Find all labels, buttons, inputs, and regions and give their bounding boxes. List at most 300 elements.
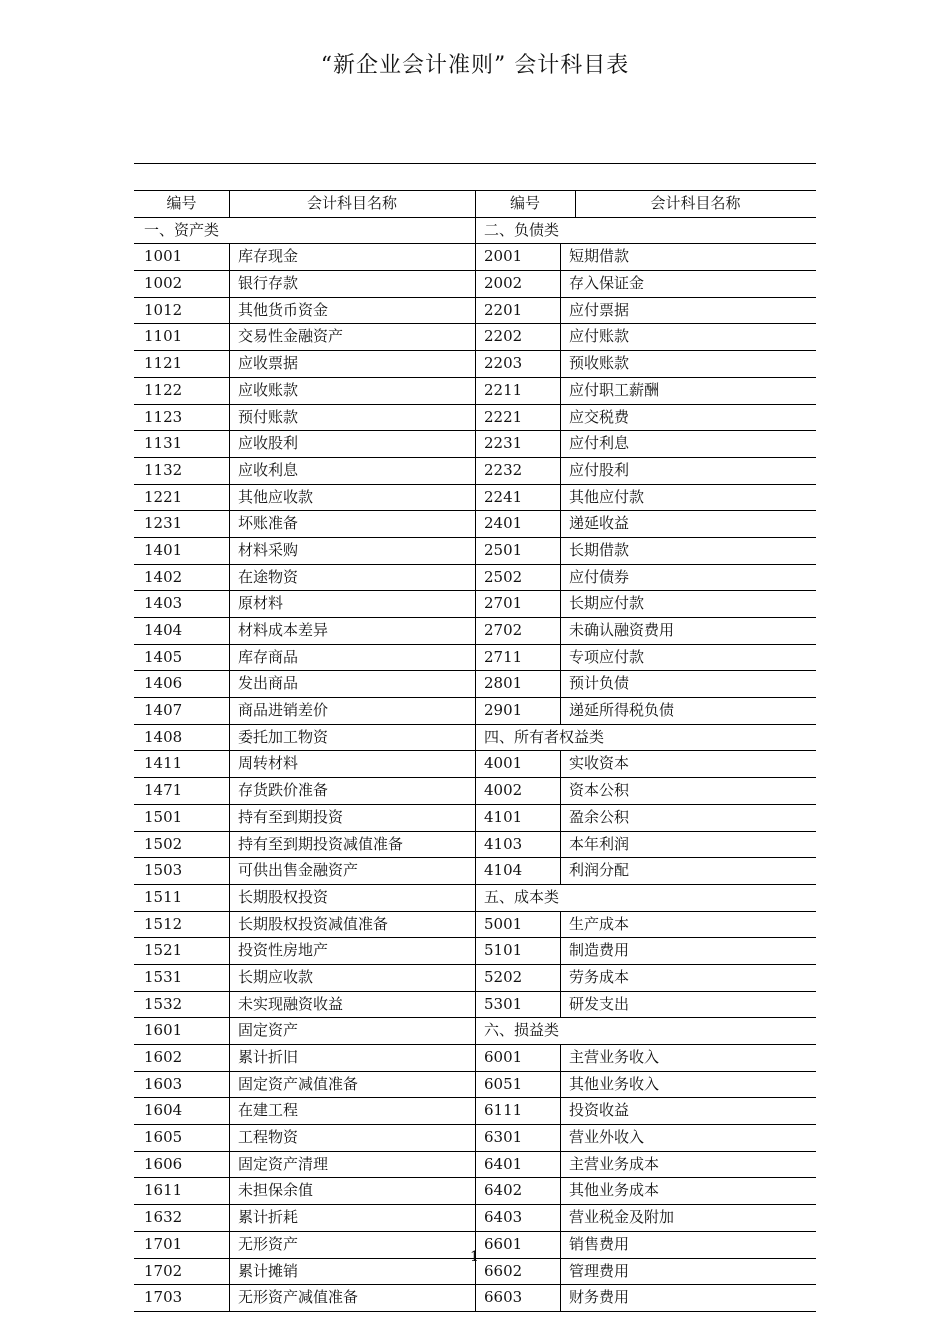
- account-name: 累计折旧: [238, 1048, 299, 1066]
- column-divider: [560, 858, 561, 884]
- title-divider: [134, 163, 816, 164]
- account-code: 1503: [144, 861, 183, 880]
- column-divider: [229, 565, 230, 591]
- account-code: 2241: [484, 487, 523, 506]
- column-divider: [475, 218, 476, 244]
- account-table: [134, 190, 816, 1312]
- column-divider: [475, 298, 476, 324]
- account-name: 持有至到期投资减值准备: [238, 834, 404, 853]
- table-row: [134, 1125, 816, 1152]
- column-divider: [229, 1045, 230, 1071]
- account-name: 应收账款: [238, 380, 299, 399]
- table-row: [134, 591, 816, 618]
- account-name: 长期应收款: [238, 967, 314, 986]
- account-code: 4104: [484, 861, 523, 880]
- account-code: 6602: [484, 1261, 523, 1280]
- column-divider: [560, 244, 561, 270]
- account-name: 固定资产减值准备: [238, 1074, 359, 1093]
- column-divider: [560, 832, 561, 858]
- column-divider: [475, 751, 476, 777]
- account-code: 1407: [144, 701, 183, 720]
- table-row: [134, 938, 816, 965]
- account-name: 发出商品: [238, 674, 299, 693]
- account-name: 长期应付款: [569, 594, 645, 613]
- account-name: 长期股权投资: [238, 887, 329, 906]
- column-divider: [560, 645, 561, 671]
- table-row: [134, 885, 816, 912]
- account-code: 5101: [484, 941, 523, 960]
- column-divider: [560, 378, 561, 404]
- column-divider: [560, 1072, 561, 1098]
- account-name: 商品进销差价: [238, 701, 329, 720]
- column-divider: [475, 1178, 476, 1204]
- account-code: 1632: [144, 1208, 183, 1227]
- account-code: 6603: [484, 1288, 523, 1307]
- table-row: [134, 405, 816, 432]
- column-divider: [229, 805, 230, 831]
- table-row: [134, 431, 816, 458]
- account-name: 预收账款: [569, 354, 630, 373]
- account-code: 1702: [144, 1261, 183, 1280]
- table-row: [134, 565, 816, 592]
- column-divider: [229, 1098, 230, 1124]
- column-divider: [560, 511, 561, 537]
- column-divider: [229, 1178, 230, 1204]
- column-divider: [560, 912, 561, 938]
- account-name: 持有至到期投资: [238, 807, 344, 826]
- column-divider: [229, 1152, 230, 1178]
- table-row: [134, 1285, 816, 1312]
- account-code: 6601: [484, 1234, 523, 1253]
- column-divider: [560, 1098, 561, 1124]
- account-name: 未确认融资费用: [569, 621, 675, 639]
- column-divider: [475, 591, 476, 617]
- account-code: 1121: [144, 354, 183, 373]
- account-name: 递延收益: [569, 514, 630, 533]
- table-row: [134, 725, 816, 752]
- column-divider: [229, 751, 230, 777]
- account-name: 其他应付款: [569, 487, 645, 506]
- account-code: 1603: [144, 1074, 183, 1093]
- column-divider: [475, 351, 476, 377]
- column-divider: [475, 324, 476, 350]
- table-row: [134, 538, 816, 565]
- column-divider: [560, 485, 561, 511]
- account-name: 管理费用: [569, 1261, 630, 1280]
- account-code: 2201: [484, 300, 523, 319]
- account-code: 1132: [144, 460, 183, 479]
- account-code: 2702: [484, 621, 523, 639]
- account-name: 投资性房地产: [238, 941, 329, 960]
- column-divider: [229, 538, 230, 564]
- account-code: 1604: [144, 1101, 183, 1120]
- column-divider: [560, 1152, 561, 1178]
- table-row: [134, 805, 816, 832]
- page-number: 1: [470, 1249, 479, 1265]
- column-divider: [560, 405, 561, 431]
- account-name: 预付账款: [238, 407, 299, 426]
- column-divider: [475, 431, 476, 457]
- account-name: 累计摊销: [238, 1261, 299, 1280]
- account-name: 材料采购: [238, 540, 299, 559]
- account-name: 生产成本: [569, 914, 630, 933]
- account-code: 1402: [144, 567, 183, 586]
- table-row: [134, 1045, 816, 1072]
- account-code: 2502: [484, 567, 523, 586]
- column-divider: [475, 885, 476, 911]
- account-name: 周转材料: [238, 754, 299, 773]
- column-divider: [475, 1045, 476, 1071]
- account-code: 1532: [144, 994, 183, 1013]
- account-name: 劳务成本: [569, 967, 630, 986]
- column-divider: [560, 1045, 561, 1071]
- account-name: 存入保证金: [569, 274, 645, 293]
- account-code: 1404: [144, 621, 183, 639]
- column-divider: [475, 965, 476, 991]
- account-name: 其他应收款: [238, 487, 314, 506]
- account-code: 1405: [144, 647, 183, 666]
- account-code: 2701: [484, 594, 523, 613]
- account-name: 应收票据: [238, 354, 299, 373]
- account-name: 投资收益: [569, 1101, 630, 1120]
- account-name: 其他业务成本: [569, 1181, 660, 1200]
- account-name: 应交税费: [569, 407, 630, 426]
- account-name: 营业外收入: [569, 1128, 645, 1147]
- column-divider: [475, 698, 476, 724]
- account-name: 库存商品: [238, 647, 299, 666]
- column-divider: [229, 244, 230, 270]
- account-name: 本年利润: [569, 834, 630, 853]
- account-name: 应收利息: [238, 460, 299, 479]
- account-name: 专项应付款: [569, 647, 645, 666]
- table-row: [134, 751, 816, 778]
- column-divider: [560, 1232, 561, 1258]
- account-name: 无形资产: [238, 1234, 299, 1253]
- account-code: 5001: [484, 914, 523, 933]
- column-divider: [560, 565, 561, 591]
- column-divider: [560, 965, 561, 991]
- account-code: 2232: [484, 460, 523, 479]
- account-name: 销售费用: [569, 1234, 630, 1253]
- table-row: [134, 992, 816, 1019]
- account-name: 应付票据: [569, 300, 630, 319]
- account-code: 1602: [144, 1048, 183, 1066]
- column-divider: [475, 511, 476, 537]
- account-code: 6403: [484, 1208, 523, 1227]
- column-divider: [475, 1018, 476, 1044]
- account-name: 库存现金: [238, 247, 299, 266]
- column-divider: [475, 405, 476, 431]
- account-name: 未实现融资收益: [238, 994, 344, 1013]
- column-divider: [475, 805, 476, 831]
- column-divider: [560, 431, 561, 457]
- account-code: 6001: [484, 1048, 523, 1066]
- column-divider: [560, 458, 561, 484]
- header-code-left: 编号: [166, 194, 197, 212]
- account-code: 6301: [484, 1128, 523, 1147]
- account-name: 银行存款: [238, 274, 299, 293]
- account-code: 1606: [144, 1154, 183, 1173]
- column-divider: [475, 618, 476, 644]
- document-title: “新企业会计准则” 会计科目表: [320, 53, 630, 78]
- table-row: [134, 458, 816, 485]
- column-divider: [229, 1018, 230, 1044]
- account-code: 4103: [484, 834, 523, 853]
- account-code: 2711: [484, 647, 523, 666]
- table-row: [134, 1178, 816, 1205]
- column-divider: [229, 992, 230, 1018]
- column-divider: [560, 1205, 561, 1231]
- column-divider: [229, 1285, 230, 1311]
- account-code: 1231: [144, 514, 183, 533]
- column-divider: [229, 324, 230, 350]
- column-divider: [229, 271, 230, 297]
- account-code: 2231: [484, 434, 523, 453]
- table-row: [134, 645, 816, 672]
- account-code: 1406: [144, 674, 183, 693]
- column-divider: [475, 1205, 476, 1231]
- column-divider: [229, 1205, 230, 1231]
- column-divider: [229, 698, 230, 724]
- column-divider: [229, 1232, 230, 1258]
- account-code: 1401: [144, 540, 183, 559]
- account-name: 应付账款: [569, 327, 630, 346]
- column-divider: [475, 938, 476, 964]
- account-name: 长期股权投资减值准备: [238, 914, 389, 933]
- table-row: [134, 698, 816, 725]
- column-divider: [475, 858, 476, 884]
- account-code: 1101: [144, 327, 183, 346]
- account-code: 2221: [484, 407, 523, 426]
- account-name: 未担保余值: [238, 1181, 314, 1200]
- account-code: 6111: [484, 1101, 523, 1120]
- column-divider: [560, 1285, 561, 1311]
- table-row: [134, 965, 816, 992]
- column-divider: [475, 1125, 476, 1151]
- account-code: 2001: [484, 247, 523, 266]
- account-name: 盈余公积: [569, 807, 630, 826]
- account-name: 在途物资: [238, 567, 299, 586]
- table-row: [134, 298, 816, 325]
- column-divider: [475, 912, 476, 938]
- column-divider: [475, 271, 476, 297]
- account-name: 财务费用: [569, 1288, 630, 1307]
- table-row: [134, 1205, 816, 1232]
- column-divider: [229, 858, 230, 884]
- account-code: 5301: [484, 994, 523, 1013]
- account-name: 委托加工物资: [238, 727, 329, 746]
- column-divider: [229, 1072, 230, 1098]
- column-divider: [560, 805, 561, 831]
- column-divider: [229, 431, 230, 457]
- column-divider: [475, 671, 476, 697]
- account-code: 1611: [144, 1181, 183, 1200]
- column-divider: [229, 938, 230, 964]
- column-divider: [475, 645, 476, 671]
- account-code: 1701: [144, 1234, 183, 1253]
- account-code: 4101: [484, 807, 523, 826]
- account-code: 1502: [144, 834, 183, 853]
- account-name: 固定资产清理: [238, 1154, 329, 1173]
- account-name: 制造费用: [569, 941, 630, 960]
- account-code: 1131: [144, 434, 183, 453]
- account-code: 4001: [484, 754, 523, 773]
- table-row: [134, 778, 816, 805]
- column-divider: [229, 298, 230, 324]
- account-code: 2401: [484, 514, 523, 533]
- account-name: 应付股利: [569, 460, 630, 479]
- account-name: 研发支出: [569, 994, 630, 1013]
- column-divider: [475, 244, 476, 270]
- column-divider: [229, 485, 230, 511]
- account-code: 1501: [144, 807, 183, 826]
- column-divider: [475, 485, 476, 511]
- account-code: 4002: [484, 781, 523, 800]
- account-name: 应收股利: [238, 434, 299, 453]
- table-row: [134, 351, 816, 378]
- account-code: 6402: [484, 1181, 523, 1200]
- table-row: [134, 378, 816, 405]
- account-code: 1408: [144, 727, 183, 746]
- account-name: 其他货币资金: [238, 300, 329, 319]
- column-divider: [560, 591, 561, 617]
- account-name: 无形资产减值准备: [238, 1288, 359, 1307]
- column-divider: [475, 538, 476, 564]
- account-name: 应付职工薪酬: [569, 380, 660, 399]
- column-divider: [560, 271, 561, 297]
- column-divider: [229, 778, 230, 804]
- account-code: 2203: [484, 354, 523, 373]
- account-code: 1001: [144, 247, 183, 266]
- account-name: 利润分配: [569, 861, 630, 880]
- table-row: [134, 912, 816, 939]
- column-divider: [475, 1072, 476, 1098]
- table-row: [134, 1098, 816, 1125]
- column-divider: [475, 378, 476, 404]
- section-heading: 六、损益类: [484, 1021, 560, 1040]
- column-divider: [229, 725, 230, 751]
- account-code: 6401: [484, 1154, 523, 1173]
- column-divider: [229, 671, 230, 697]
- account-code: 1221: [144, 487, 183, 506]
- account-name: 存货跌价准备: [238, 781, 329, 800]
- account-name: 主营业务收入: [569, 1048, 660, 1066]
- account-name: 递延所得税负债: [569, 701, 675, 720]
- header-name-right: 会计科目名称: [650, 194, 741, 212]
- column-divider: [560, 324, 561, 350]
- account-code: 1471: [144, 781, 183, 800]
- account-code: 1703: [144, 1288, 183, 1307]
- column-divider: [560, 698, 561, 724]
- table-row: [134, 1072, 816, 1099]
- account-name: 坏账准备: [238, 514, 299, 533]
- table-row: [134, 671, 816, 698]
- table-row: [134, 1018, 816, 1045]
- header-name-left: 会计科目名称: [306, 194, 397, 212]
- column-divider: [475, 1285, 476, 1311]
- section-heading: 五、成本类: [484, 887, 560, 906]
- account-code: 2211: [484, 380, 523, 399]
- account-code: 1123: [144, 407, 183, 426]
- account-name: 预计负债: [569, 674, 630, 693]
- column-divider: [229, 405, 230, 431]
- account-code: 1012: [144, 300, 183, 319]
- column-divider: [560, 671, 561, 697]
- table-row: [134, 271, 816, 298]
- column-divider: [229, 1259, 230, 1285]
- account-code: 2801: [484, 674, 523, 693]
- account-name: 交易性金融资产: [238, 327, 344, 346]
- section-heading: 一、资产类: [144, 220, 220, 239]
- header-code-right: 编号: [509, 194, 540, 212]
- column-divider: [560, 298, 561, 324]
- account-name: 长期借款: [569, 540, 630, 559]
- account-code: 1122: [144, 380, 183, 399]
- account-code: 1531: [144, 967, 183, 986]
- table-row: [134, 485, 816, 512]
- column-divider: [229, 378, 230, 404]
- column-divider: [475, 832, 476, 858]
- column-divider: [560, 1178, 561, 1204]
- column-divider: [475, 1098, 476, 1124]
- table-row: [134, 324, 816, 351]
- section-heading: 四、所有者权益类: [484, 727, 605, 746]
- account-name: 应付利息: [569, 434, 630, 453]
- table-row: [134, 1152, 816, 1179]
- account-code: 1511: [144, 887, 183, 906]
- account-name: 应付债券: [569, 567, 630, 586]
- account-code: 1605: [144, 1128, 183, 1147]
- account-code: 2002: [484, 274, 523, 293]
- account-code: 1512: [144, 914, 183, 933]
- column-divider: [475, 1152, 476, 1178]
- column-divider: [229, 912, 230, 938]
- account-name: 短期借款: [569, 247, 630, 266]
- column-divider: [229, 965, 230, 991]
- column-divider: [229, 885, 230, 911]
- column-divider: [560, 618, 561, 644]
- table-row: [134, 618, 816, 645]
- account-name: 资本公积: [569, 781, 630, 800]
- account-code: 1411: [144, 754, 183, 773]
- account-name: 工程物资: [238, 1128, 299, 1147]
- table-header-row: [134, 190, 816, 218]
- table-row: [134, 858, 816, 885]
- account-code: 1601: [144, 1021, 183, 1040]
- column-divider: [475, 778, 476, 804]
- table-row: [134, 218, 816, 245]
- account-code: 1521: [144, 941, 183, 960]
- account-code: 5202: [484, 967, 523, 986]
- column-divider: [560, 778, 561, 804]
- column-divider: [229, 832, 230, 858]
- account-name: 原材料: [238, 594, 284, 613]
- column-divider: [229, 351, 230, 377]
- column-divider: [560, 992, 561, 1018]
- column-divider: [229, 618, 230, 644]
- column-divider: [560, 938, 561, 964]
- account-name: 在建工程: [238, 1101, 299, 1120]
- account-name: 实收资本: [569, 754, 630, 773]
- account-code: 1002: [144, 274, 183, 293]
- account-code: 2501: [484, 540, 523, 559]
- table-row: [134, 511, 816, 538]
- column-divider: [475, 992, 476, 1018]
- column-divider: [560, 1125, 561, 1151]
- table-row: [134, 832, 816, 859]
- column-divider: [560, 1259, 561, 1285]
- account-name: 固定资产: [238, 1021, 299, 1040]
